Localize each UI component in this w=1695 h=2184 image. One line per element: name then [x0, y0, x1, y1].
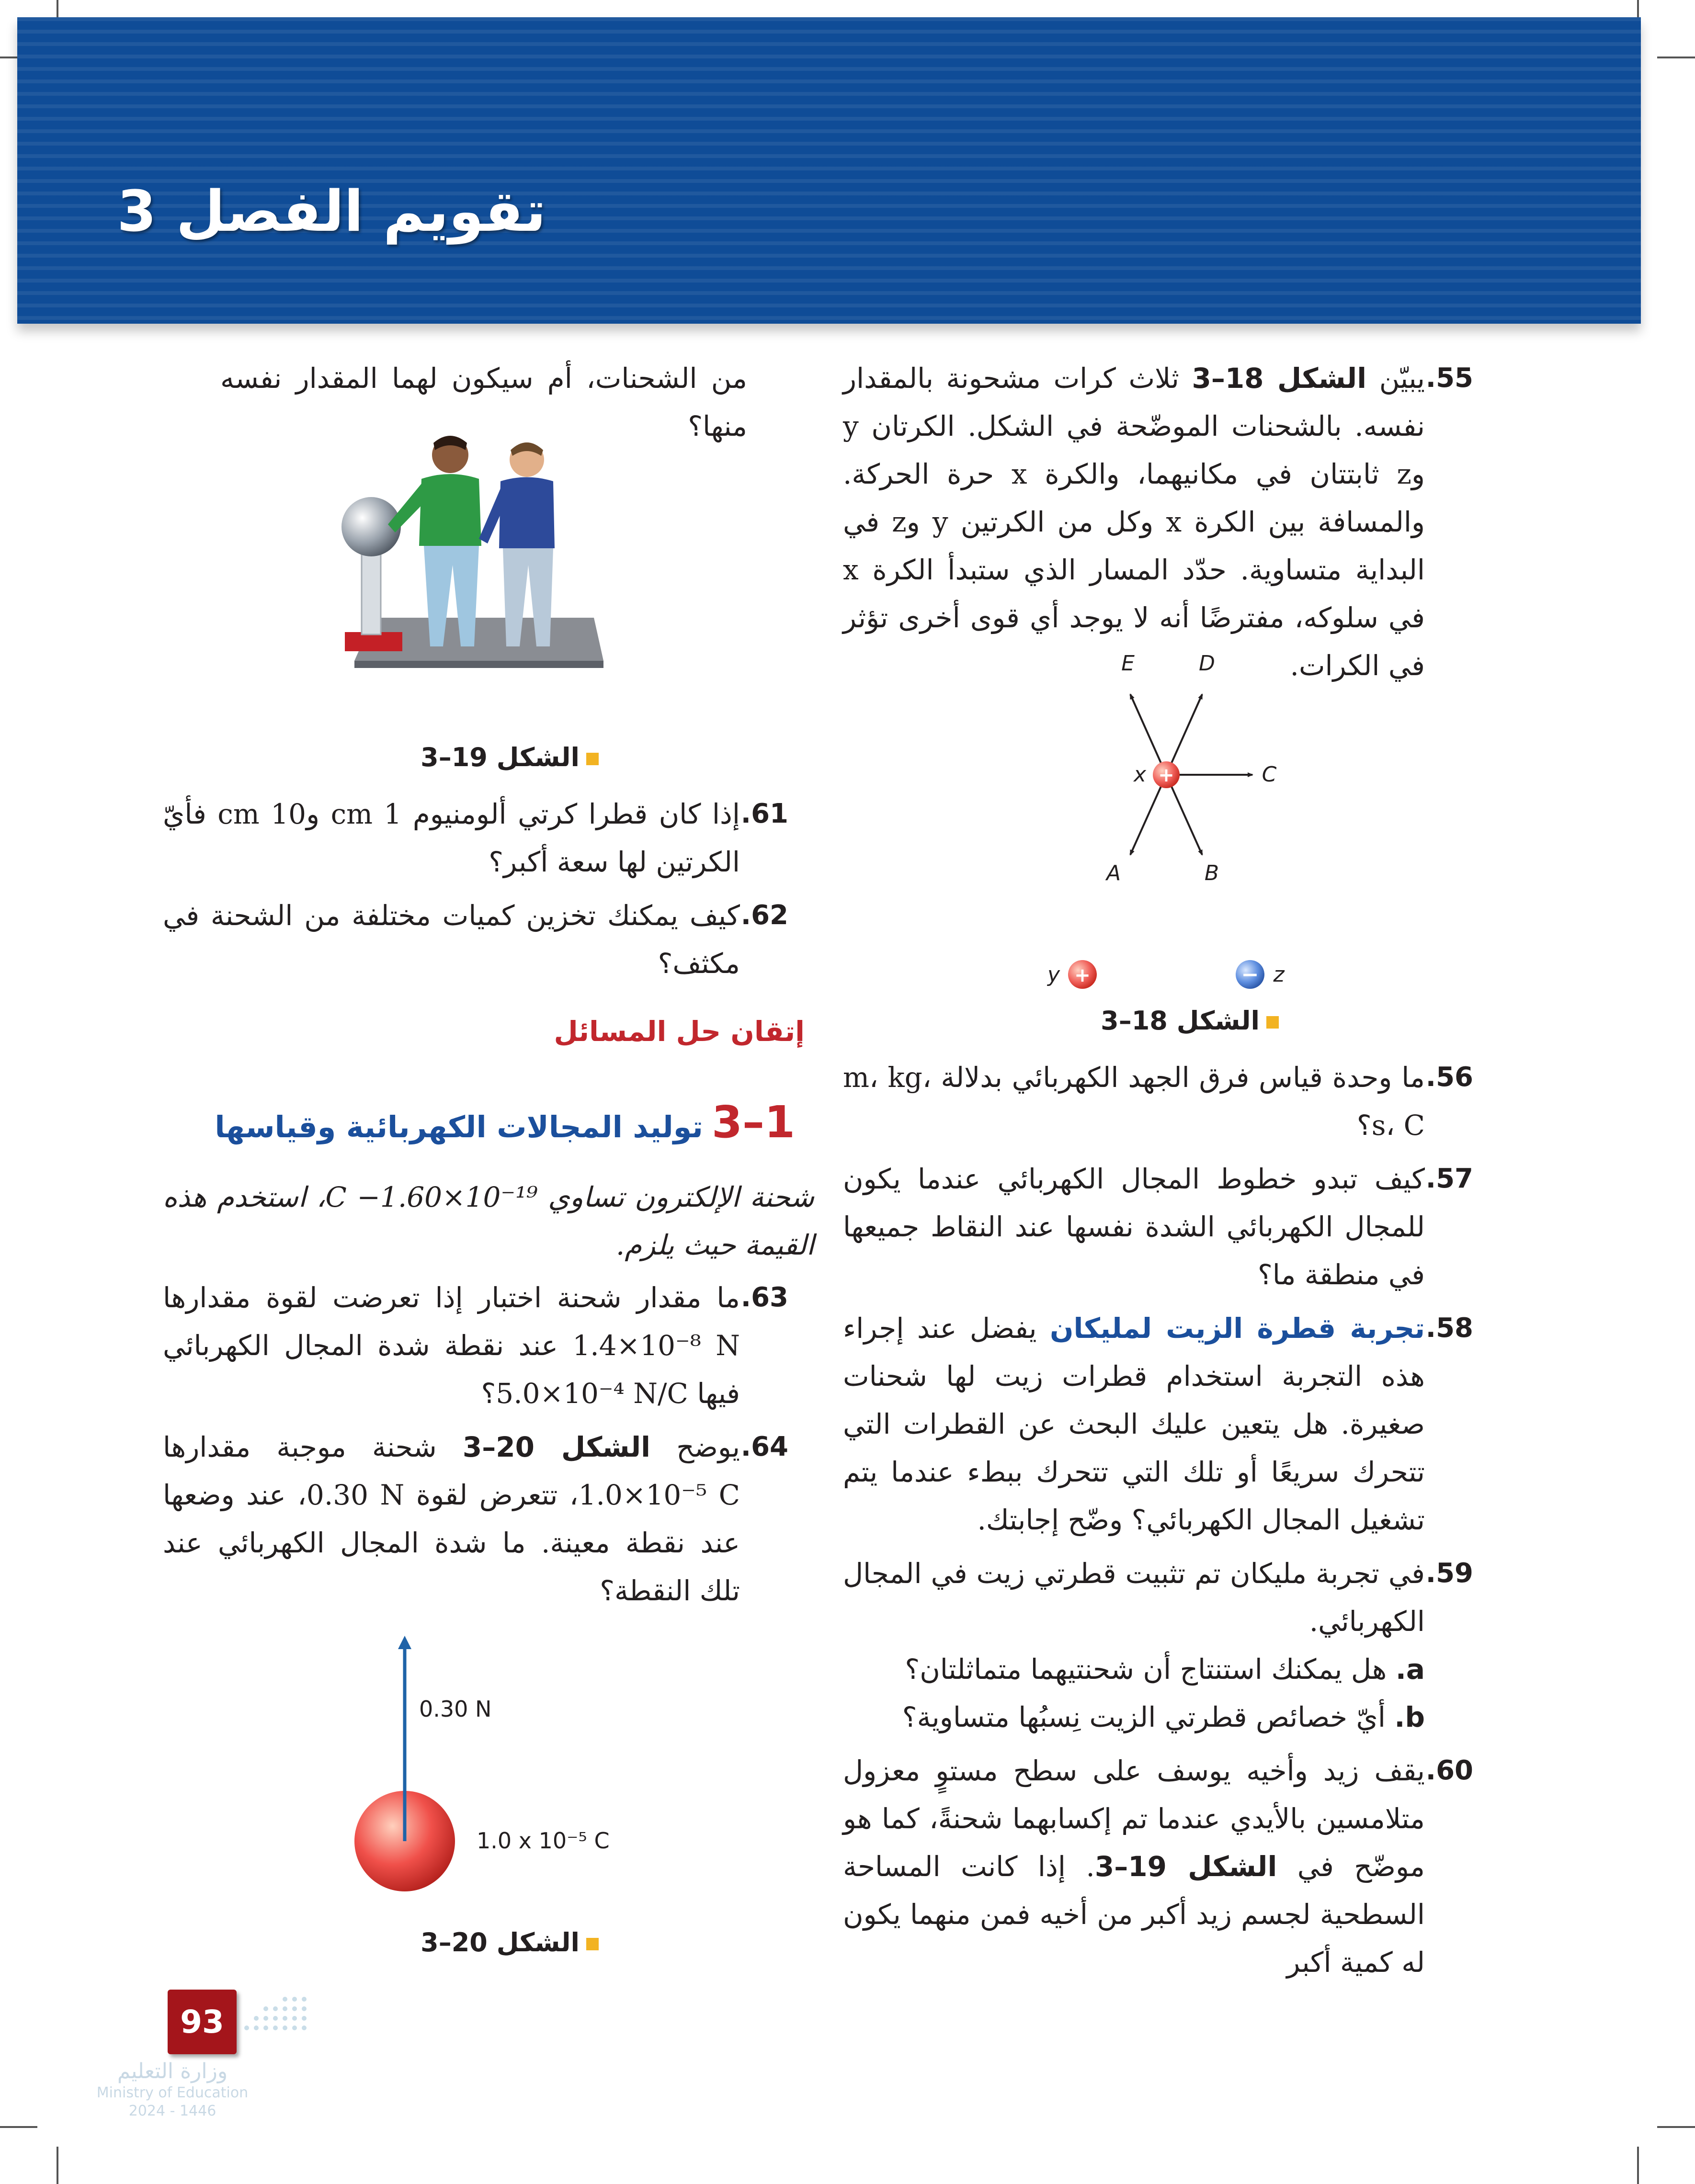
question-number: .60: [1425, 1755, 1473, 1786]
subsection-heading: [215, 1097, 795, 1148]
label-e: E: [1121, 651, 1135, 676]
subsection-number: 1–3: [711, 1097, 795, 1148]
part-label: b.: [1394, 1701, 1425, 1733]
figure-reference: الشكل 20–3: [462, 1431, 651, 1463]
question-59: [843, 1550, 1473, 1645]
figure-reference: الشكل 18–3: [1192, 362, 1367, 395]
part-text: هل يمكنك استنتاج أن شحنتيهما متماثلتان؟: [905, 1653, 1387, 1686]
question-text: في تجربة مليكان تم تثبيت قطرتي زيت في المجال الكهربائي.: [843, 1557, 1425, 1638]
platform-edge: [354, 661, 603, 668]
label-a: A: [1106, 861, 1121, 885]
label-z: z: [1273, 962, 1285, 987]
figure-reference: الشكل 19–3: [1094, 1850, 1277, 1883]
question-59-part-a: [843, 1645, 1470, 1693]
part-text: أيّ خصائص قطرتي الزيت نِسبُها متساوية؟: [902, 1701, 1386, 1733]
blue-shirt: [499, 477, 555, 549]
label-d: D: [1199, 651, 1215, 676]
question-text: كيف يمكنك تخزين كميات مختلفة من الشحنة في مكثف؟: [163, 899, 740, 980]
figure-3-20-caption: الشكل 20–3: [407, 1927, 599, 1958]
caption-square-icon: [586, 753, 599, 765]
question-number: .58: [1425, 1313, 1473, 1344]
question-57: [843, 1155, 1473, 1299]
question-text: يقف زيد وأخيه يوسف على سطح مستوٍ معزول متلامسين بالأيدي عندما تم إكسابهما شحنةً، كما هو موضّح في: [843, 1754, 1425, 1883]
figure-3-18-caption: الشكل 18–3: [1087, 1006, 1279, 1036]
crop-mark: [0, 2126, 37, 2128]
question-56: [843, 1053, 1473, 1149]
question-text: إذا كان قطرا كرتي ألومنيوم 1 cm و10 cm فأيّ الكرتين لها سعة أكبر؟: [163, 798, 740, 878]
crop-mark: [1637, 2147, 1639, 2184]
question-58: [843, 1304, 1473, 1544]
charge-label: 1.0 x 10⁻⁵ C: [477, 1828, 610, 1854]
ministry-watermark: وزارة التعليم Ministry of Education 2024 - 1446: [96, 2059, 249, 2119]
question-number: .57: [1425, 1163, 1473, 1194]
question-60: [843, 1747, 1473, 1986]
question-text: يفضل عند إجراء هذه التجربة استخدام قطرات زيت لها شحنات صغيرة. هل يتعين عليك البحث عن القطرات التي تتحرك سريعًا أو تلك التي تتحرك ببطء عندما يتم تشغيل المجال الكهربائي؟ وضّح إجابتك.: [843, 1312, 1425, 1536]
minus-sign: −: [1241, 962, 1259, 987]
section-heading: إتقان حل المسائل: [554, 1015, 805, 1048]
question-number: .62: [740, 900, 788, 931]
force-label: 0.30 N: [419, 1696, 492, 1722]
crop-mark: [1657, 57, 1695, 58]
question-text: . إذا كانت المساحة السطحية لجسم زيد أكبر من أخيه فمن منهما يكون له كمية أكبر: [843, 1850, 1425, 1979]
right-column-lower: [843, 1053, 1473, 1986]
question-text: ثلاث كرات مشحونة بالمقدار نفسه. بالشحنات الموضّحة في الشكل. الكرتان y وz ثابتتان في مكانيهما، والكرة x حرة الحركة. والمسافة بين الكرة x وكل من الكرتين y وz في البداية متساوية. حدّد المسار الذي ستبدأ الكرة x في سلوكه، مفترضًا أنه لا يوجد أي قوى أخرى تؤثر في الكرات.: [843, 362, 1425, 682]
question-61: [163, 790, 788, 886]
key-term: تجربة قطرة الزيت لمليكان: [1050, 1312, 1425, 1345]
page-number: 93: [168, 1990, 237, 2054]
label-x: x: [1133, 762, 1147, 787]
question-text: يبيّن: [1379, 362, 1425, 395]
electron-charge-note: شحنة الإلكترون تساوي C ‎−1.60×10⁻¹⁹‎، استخدم هذه القيمة حيث يلزم.: [163, 1181, 814, 1261]
figure-3-19: [335, 421, 623, 670]
question-number: .63: [740, 1282, 788, 1313]
plus-sign: +: [1158, 764, 1174, 786]
label-b: B: [1204, 861, 1219, 885]
question-63: [163, 1274, 788, 1417]
subsection-title: توليد المجالات الكهربائية وقياسها: [215, 1109, 703, 1144]
direction-arrows: [1130, 694, 1252, 855]
left-column-lower: [163, 1274, 788, 1615]
plus-sign: +: [1074, 964, 1091, 986]
question-text: ما مقدار شحنة اختبار إذا تعرضت لقوة مقدارها ‎1.4×10⁻⁸ N‎ عند نقطة شدة المجال الكهربائي فيها ‎5.0×10⁻⁴ N/C‎؟: [163, 1281, 740, 1410]
label-c: C: [1262, 762, 1277, 787]
question-55: [843, 354, 1473, 690]
question-text: ما وحدة قياس فرق الجهد الكهربائي بدلالة m، kg، s، C؟: [843, 1061, 1425, 1142]
figure-3-18: [1044, 651, 1341, 996]
ministry-logo-dots-icon: [242, 1992, 314, 2035]
green-shirt: [419, 474, 481, 546]
question-62: [163, 892, 788, 987]
right-column: [843, 354, 1473, 690]
crop-mark: [57, 2147, 58, 2184]
question-64: [163, 1423, 788, 1615]
label-y: y: [1047, 962, 1060, 987]
question-number: .64: [740, 1431, 788, 1462]
question-number: .61: [740, 798, 788, 829]
chapter-header-band: [17, 17, 1641, 324]
question-text: شحنة موجبة مقدارها ‎1.0×10⁻⁵ C‎، تتعرض لقوة ‎0.30 N‎، عند وضعها عند نقطة معينة. ما شدة المجال الكهربائي عند تلك النقطة؟: [163, 1431, 740, 1607]
question-number: .59: [1425, 1558, 1473, 1589]
figure-3-20: [335, 1628, 671, 1896]
question-text: من الشحنات، أم سيكون لهما المقدار نفسه منها؟: [220, 362, 747, 442]
chapter-title: تقويم الفصل 3: [117, 178, 546, 244]
question-number: .56: [1425, 1062, 1473, 1093]
question-number: .55: [1425, 362, 1473, 394]
question-text: كيف تبدو خطوط المجال الكهربائي عندما يكون للمجال الكهربائي الشدة نفسها عند النقاط جميعها في منطقة ما؟: [843, 1163, 1425, 1291]
crop-mark: [1657, 2126, 1695, 2128]
question-text: يوضح: [676, 1431, 740, 1463]
caption-square-icon: [1266, 1016, 1279, 1029]
question-59-part-b: [843, 1693, 1470, 1741]
caption-square-icon: [586, 1938, 599, 1950]
left-column-middle: [163, 790, 788, 987]
figure-3-19-caption: الشكل 19–3: [407, 742, 599, 772]
part-label: a.: [1395, 1653, 1425, 1686]
